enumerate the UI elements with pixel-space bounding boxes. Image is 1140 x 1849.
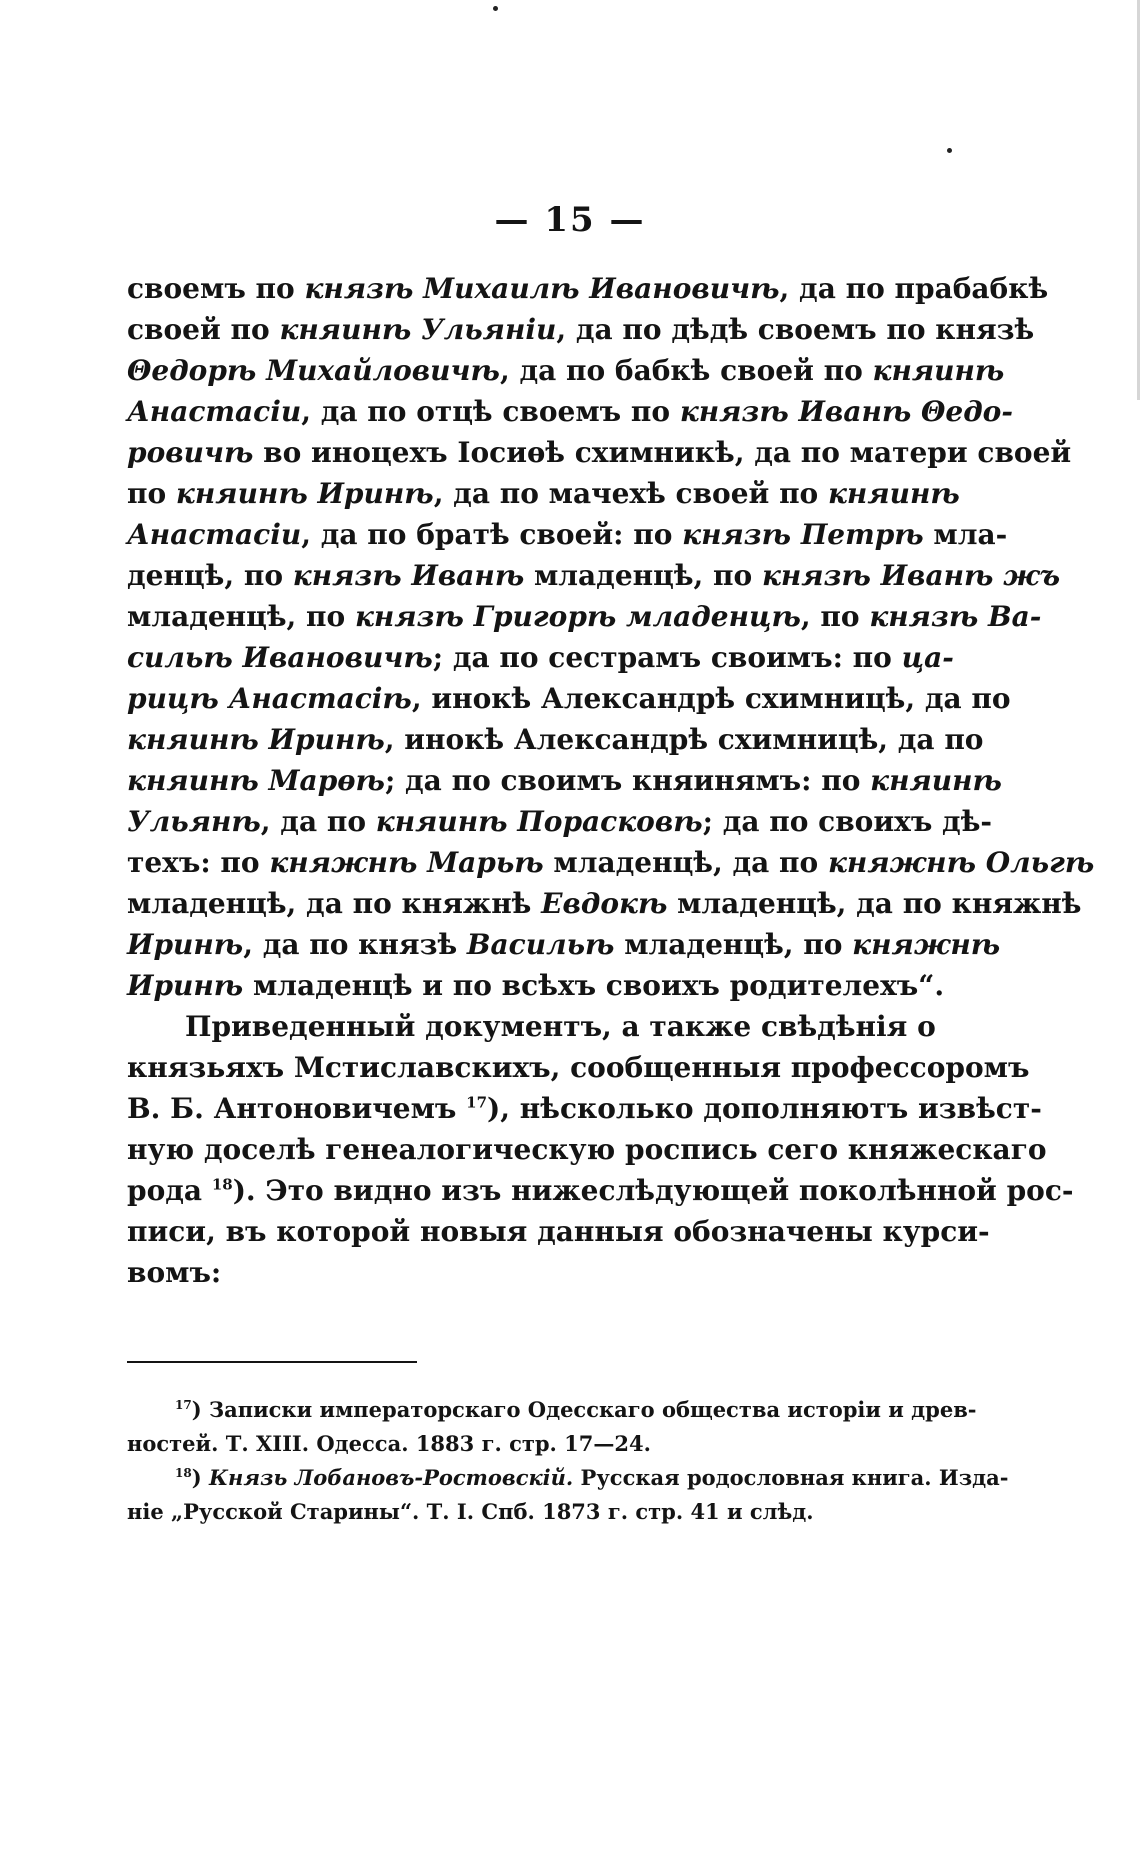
text-line: младенцѣ, да по княжнѣ Евдокѣ младенцѣ, да по княжнѣ	[127, 887, 1082, 920]
text-line: Иринѣ, да по князѣ Васильѣ младенцѣ, по княжнѣ	[127, 928, 1001, 961]
text-line: своемъ по князѣ Михаилѣ Ивановичѣ, да по прабабкѣ	[127, 272, 1049, 305]
text-line: сильѣ Ивановичѣ; да по сестрамъ своимъ: по ца-	[127, 641, 954, 674]
page-number: — 15 —	[494, 200, 646, 240]
text-line: Анастасіи, да по отцѣ своемъ по князѣ Иванѣ Θедо-	[127, 395, 1013, 428]
text-line: младенцѣ, по князѣ Григорѣ младенцѣ, по князѣ Ва-	[127, 600, 1042, 633]
text-line: рицѣ Анастасіѣ, инокѣ Александрѣ схимницѣ, да по	[127, 682, 1011, 715]
footnote-divider	[127, 1361, 417, 1363]
footnote-17-cont: ностей. Т. XIII. Одесса. 1883 г. стр. 17—24.	[127, 1431, 651, 1456]
text-line: ную доселѣ генеалогическую роспись сего княжескаго	[127, 1133, 1047, 1166]
footnotes	[127, 1393, 1009, 1529]
footnote-17: $^{17}$) Записки императорскаго Одесскаго общества исторіи и древ-	[175, 1397, 977, 1422]
text-line: князьяхъ Мстиславскихъ, сообщенныя профессоромъ	[127, 1051, 1030, 1084]
footnote-ref: 18	[211, 1175, 233, 1194]
text-line: по княинѣ Иринѣ, да по мачехѣ своей по княинѣ	[127, 477, 960, 510]
text-line: княинѣ Марѳѣ; да по своимъ княинямъ: по княинѣ	[127, 764, 1002, 797]
text-line: Ульянѣ, да по княинѣ Порасковѣ; да по своихъ дѣ-	[127, 805, 993, 838]
text-line: писи, въ которой новыя данныя обозначены курси-	[127, 1215, 990, 1248]
text-line: денцѣ, по князѣ Иванѣ младенцѣ, по князѣ Иванѣ жъ	[127, 559, 1061, 592]
footnote-18-cont: ніе „Русской Старины“. Т. I. Спб. 1873 г. стр. 41 и слѣд.	[127, 1499, 814, 1524]
main-text	[127, 268, 1095, 1293]
text-line: Анастасіи, да по братѣ своей: по князѣ Петрѣ мла-	[127, 518, 1008, 551]
footnote-18: $^{18}$) Князь Лобановъ-Ростовскій. Русская родословная книга. Изда-	[175, 1465, 1009, 1490]
text-line: В. Б. Антоновичемъ $^{17}$), нѣсколько дополняютъ извѣст-	[127, 1092, 1042, 1125]
scan-speck	[493, 6, 498, 11]
text-line: Θедорѣ Михайловичѣ, да по бабкѣ своей по княинѣ	[127, 354, 1005, 387]
text-line: техъ: по княжнѣ Марьѣ младенцѣ, да по княжнѣ Ольгѣ	[127, 846, 1095, 879]
text-line: ровичѣ во иноцехъ Іосиѳѣ схимникѣ, да по матери своей	[127, 436, 1072, 469]
text-line: княинѣ Иринѣ, инокѣ Александрѣ схимницѣ, да по	[127, 723, 984, 756]
scan-speck	[947, 148, 952, 153]
text-line: вомъ:	[127, 1256, 222, 1289]
text-line: рода $^{18}$). Это видно изъ нижеслѣдующей поколѣнной рос-	[127, 1174, 1074, 1207]
text-line: Приведенный документъ, а также свѣдѣнія о	[185, 1010, 936, 1043]
text-line: своей по княинѣ Ульяніи, да по дѣдѣ своемъ по князѣ	[127, 313, 1035, 346]
footnote-ref: 17	[466, 1093, 488, 1112]
text-line: Иринѣ младенцѣ и по всѣхъ своихъ родителехъ“.	[127, 969, 945, 1002]
